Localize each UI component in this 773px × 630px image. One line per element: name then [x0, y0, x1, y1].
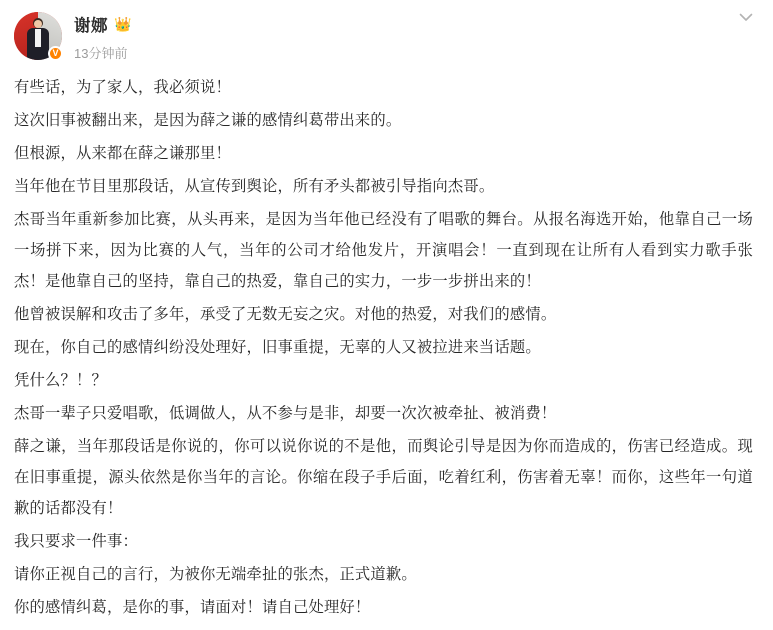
post-paragraph: 杰哥一辈子只爱唱歌，低调做人，从不参与是非，却要一次次被牵扯、被消费！ — [14, 405, 557, 422]
post-paragraph: 薛之谦，当年那段话是你说的，你可以说你说的不是他，而舆论引导是因为你而造成的，伤害已经造成。现在旧事重提，源头依然是你当年的言论。你缩在段子手后面，吃着红利，伤害着无辜！而你，这些年一句道歉的话都没有！ — [14, 438, 753, 517]
post-content — [14, 72, 759, 623]
post-paragraph: 有些话，为了家人，我必须说！ — [14, 79, 231, 96]
post-header — [14, 10, 759, 66]
verified-badge-icon: V — [48, 46, 63, 61]
post-paragraph: 我只要求一件事： — [14, 533, 138, 550]
post-paragraph: 他曾被误解和攻击了多年，承受了无数无妄之灾。对他的热爱，对我们的感情。 — [14, 306, 557, 323]
post-paragraph: 现在，你自己的感情纠纷没处理好，旧事重提，无辜的人又被拉进来当话题。 — [14, 339, 541, 356]
post-paragraph: 凭什么？！？ — [14, 372, 107, 389]
avatar-person — [27, 18, 49, 60]
post-paragraph: 你的感情纠葛，是你的事，请面对！请自己处理好！ — [14, 599, 371, 616]
avatar-shirt — [35, 29, 41, 47]
author-info — [74, 10, 131, 62]
post-paragraph: 杰哥当年重新参加比赛，从头再来，是因为当年他已经没有了唱歌的舞台。从报名海选开始，他靠自己一场一场拼下来，因为比赛的人气，当年的公司才给他发片，开演唱会！一直到现在让所有人看到实力歌手张杰！是他靠自己的坚持，靠自己的热爱，靠自己的实力，一步一步拼出来的！ — [14, 211, 753, 290]
chevron-down-icon[interactable] — [737, 8, 755, 26]
post-paragraph: 当年他在节目里那段话，从宣传到舆论，所有矛头都被引导指向杰哥。 — [14, 178, 495, 195]
avatar-face — [34, 20, 42, 28]
crown-icon: 👑 — [114, 16, 132, 32]
post-paragraph: 请你正视自己的言行，为被你无端牵扯的张杰，正式道歉。 — [14, 566, 417, 583]
author-name[interactable]: 谢娜 — [74, 17, 108, 35]
post-paragraph: 但根源，从来都在薛之谦那里！ — [14, 145, 231, 162]
post-paragraph: 这次旧事被翻出来，是因为薛之谦的感情纠葛带出来的。 — [14, 112, 402, 129]
author-name-row — [74, 12, 131, 36]
avatar[interactable] — [14, 12, 62, 60]
post-timestamp: 13分钟前 — [74, 46, 128, 61]
